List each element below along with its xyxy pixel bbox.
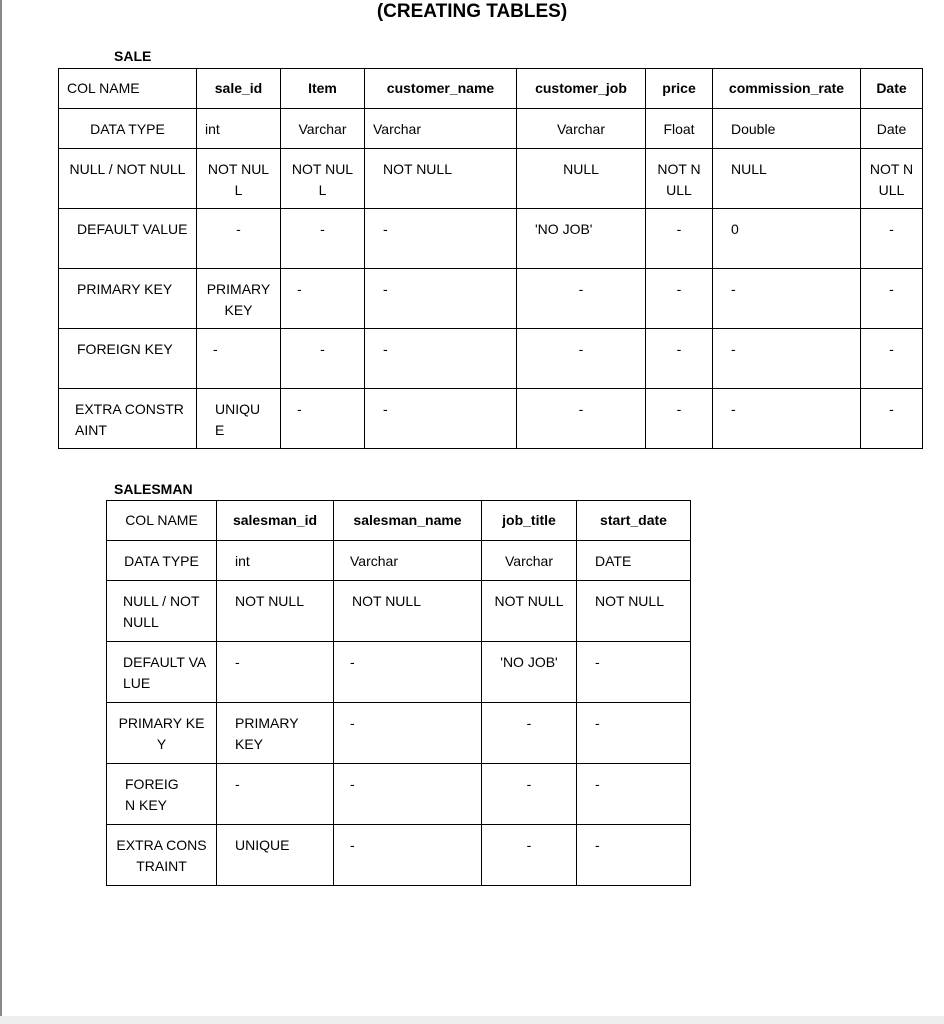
salesman-cell: UNIQUE [217,825,334,886]
sale-cell: - [861,389,923,449]
sale-cell: - [517,269,646,329]
sale-cell: - [281,329,365,389]
salesman-cell: PRIMARY KEY [217,703,334,764]
sale-cell: int [197,109,281,149]
sale-header-cell: customer_name [365,69,517,109]
sale-cell: NOT NULL [281,149,365,209]
salesman-cell: NOT NULL [577,581,691,642]
sale-header-cell: sale_id [197,69,281,109]
sale-row-label: EXTRA CONSTRAINT [59,389,197,449]
salesman-row-label: PRIMARY KEY [107,703,217,764]
sale-row-data-type [59,109,923,149]
salesman-cell: - [482,764,577,825]
sale-cell: - [281,269,365,329]
salesman-row-label: NULL / NOT NULL [107,581,217,642]
sale-header-cell: Item [281,69,365,109]
sale-cell: - [861,269,923,329]
salesman-cell: - [577,642,691,703]
sale-header-cell: COL NAME [59,69,197,109]
salesman-header-cell: COL NAME [107,501,217,541]
salesman-row-default-value [107,642,691,703]
sale-cell: - [713,389,861,449]
salesman-header-cell: salesman_name [334,501,482,541]
sale-cell: - [646,269,713,329]
salesman-cell: - [577,764,691,825]
salesman-cell: NOT NULL [482,581,577,642]
sale-cell: - [861,329,923,389]
sale-cell: - [517,329,646,389]
sale-cell: Date [861,109,923,149]
salesman-cell: 'NO JOB' [482,642,577,703]
sale-cell: - [646,209,713,269]
salesman-row-label: FOREIGN KEY [107,764,217,825]
sale-header-cell: commission_rate [713,69,861,109]
sale-header-row [59,69,923,109]
document-title: (CREATING TABLES) [376,1,568,22]
sale-row-default-value [59,209,923,269]
salesman-cell: int [217,541,334,581]
salesman-row-label: DATA TYPE [107,541,217,581]
sale-cell: - [713,329,861,389]
sale-cell: NOT NULL [197,149,281,209]
sale-cell: Double [713,109,861,149]
sale-cell: - [365,209,517,269]
salesman-cell: - [334,825,482,886]
sale-cell: Float [646,109,713,149]
salesman-cell: - [217,642,334,703]
salesman-header-cell: start_date [577,501,691,541]
sale-row-extra-constraint [59,389,923,449]
sale-row-primary-key [59,269,923,329]
sale-row-label: PRIMARY KEY [59,269,197,329]
sale-cell: - [646,329,713,389]
salesman-cell: - [577,825,691,886]
salesman-cell: - [217,764,334,825]
sale-row-nullability [59,149,923,209]
salesman-cell: - [334,764,482,825]
sale-row-foreign-key [59,329,923,389]
sale-cell: NOT NULL [861,149,923,209]
salesman-cell: Varchar [334,541,482,581]
sale-row-label: FOREIGN KEY [59,329,197,389]
sale-cell: 'NO JOB' [517,209,646,269]
sale-cell: - [646,389,713,449]
sale-header-cell: customer_job [517,69,646,109]
sale-cell: Varchar [517,109,646,149]
salesman-row-label: DEFAULT VALUE [107,642,217,703]
salesman-header-cell: salesman_id [217,501,334,541]
sale-cell: - [365,269,517,329]
sale-cell: - [197,329,281,389]
salesman-row-extra-constraint [107,825,691,886]
sale-header-cell: price [646,69,713,109]
sale-cell: - [517,389,646,449]
page-bottom-band [0,1016,944,1024]
salesman-cell: DATE [577,541,691,581]
sale-row-label: DEFAULT VALUE [59,209,197,269]
sale-cell: UNIQUE [197,389,281,449]
salesman-header-row [107,501,691,541]
sale-header-cell: Date [861,69,923,109]
salesman-cell: - [334,642,482,703]
sale-table [58,68,923,449]
sale-cell: PRIMARY KEY [197,269,281,329]
salesman-cell: - [334,703,482,764]
salesman-cell: - [577,703,691,764]
salesman-row-nullability [107,581,691,642]
salesman-cell: Varchar [482,541,577,581]
sale-row-label: NULL / NOT NULL [59,149,197,209]
salesman-row-label: EXTRA CONSTRAINT [107,825,217,886]
salesman-header-cell: job_title [482,501,577,541]
page-left-border [0,0,2,1024]
sale-table-label: SALE [114,48,152,64]
sale-cell: - [365,329,517,389]
salesman-row-primary-key [107,703,691,764]
sale-cell: Varchar [281,109,365,149]
sale-cell: 0 [713,209,861,269]
sale-cell: - [281,209,365,269]
salesman-row-data-type [107,541,691,581]
sale-cell: NOT NULL [646,149,713,209]
salesman-cell: - [482,825,577,886]
sale-cell: NOT NULL [365,149,517,209]
salesman-cell: NOT NULL [217,581,334,642]
salesman-cell: NOT NULL [334,581,482,642]
sale-cell: NULL [713,149,861,209]
salesman-table [106,500,691,886]
salesman-row-foreign-key [107,764,691,825]
sale-cell: - [365,389,517,449]
sale-cell: - [197,209,281,269]
sale-row-label: DATA TYPE [59,109,197,149]
sale-cell: Varchar [365,109,517,149]
salesman-cell: - [482,703,577,764]
sale-cell: - [281,389,365,449]
sale-cell: NULL [517,149,646,209]
sale-cell: - [861,209,923,269]
sale-cell: - [713,269,861,329]
salesman-table-label: SALESMAN [114,481,193,497]
